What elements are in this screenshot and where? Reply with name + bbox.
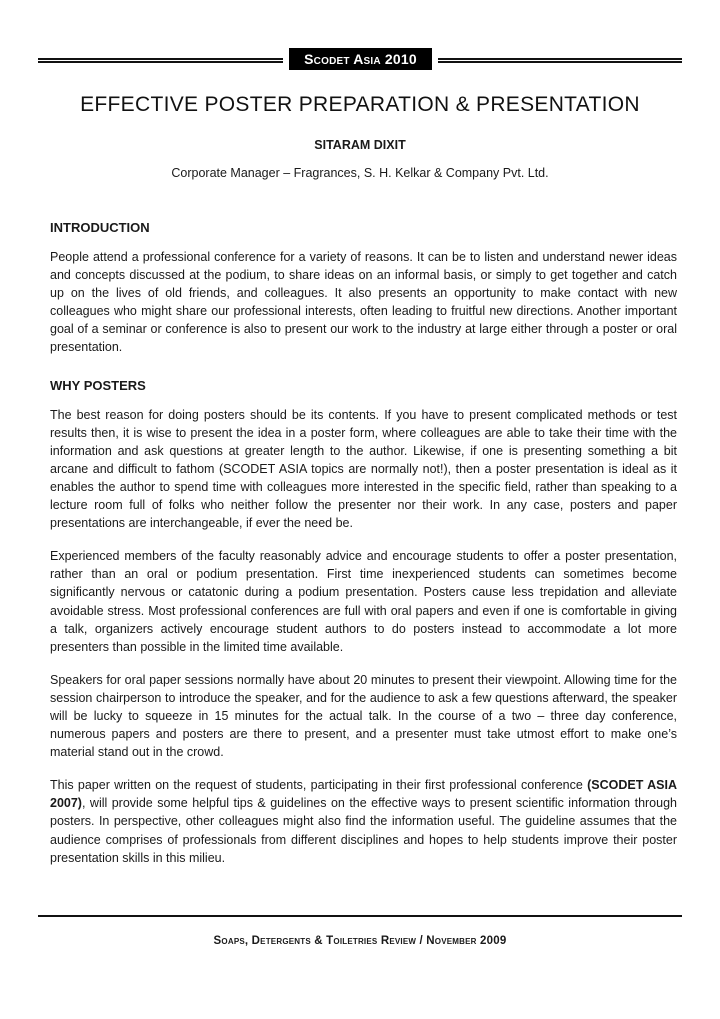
why-paragraph-4-text-b: , will provide some helpful tips & guidelines on the effective ways to present scientific information through posters. In perspective, other colleagues might also find the information useful. The guideline assumes that the audience comprises of professionals from different disciplines and hopes to help students improve their poster presentation skills in this milieu. — [50, 796, 677, 865]
footer-rule — [38, 915, 682, 917]
why-paragraph-3: Speakers for oral paper sessions normally have about 20 minutes to present their viewpoint. Allowing time for the session chairperson to introduce the speaker, and for the audience to ask a few questions afterward, the speaker will be lucky to squeeze in 15 minutes for the actual talk. In the course of a two – three day conference, numerous papers and posters are there to present, and a presenter must take utmost effort to make one’s material stand out in the crowd. — [50, 672, 677, 760]
article-body — [50, 219, 677, 867]
section-heading-introduction: INTRODUCTION — [50, 220, 150, 235]
why-paragraph-4 — [50, 776, 677, 866]
author-affiliation: Corporate Manager – Fragrances, S. H. Kelkar & Company Pvt. Ltd. — [171, 166, 549, 180]
page-footer: Soaps, Detergents & Toiletries Review / November 2009 — [213, 935, 507, 947]
header-rule-left — [38, 58, 283, 63]
intro-paragraph: People attend a professional conference for a variety of reasons. It can be to listen and understand newer ideas and concepts discussed at the podium, to share ideas on an informal basis, or simply to get together and catch up on the lives of old friends, and colleagues. It also presents an opportunity to make contact with new colleagues who might share our professional interests, often leading to fruitful new directions. Another important goal of a seminar or conference is also to present our work to the industry at large either through a poster or oral presentation. — [50, 250, 677, 355]
why-paragraph-4-text-a: This paper written on the request of students, participating in their first professional conference — [50, 778, 588, 793]
header-badge: Scodet Asia 2010 — [289, 48, 432, 70]
article-title: EFFECTIVE POSTER PREPARATION & PRESENTATION — [80, 93, 640, 116]
section-heading-why-posters: WHY POSTERS — [50, 377, 146, 393]
why-paragraph-4-bold: (SCODET ASIA 2007) — [50, 778, 677, 811]
why-paragraph-2: Experienced members of the faculty reasonably advice and encourage students to offer a poster presentation, rather than an oral or podium presentation. First time inexperienced students can sometimes become significantly nervous or catatonic during a podium presentation. Posters cause less trepidation and alleviate avoidable stress. Most professional conferences are full with oral papers and even if one is comfortable in giving a talk, organizers actively encourage student authors to do posters instead to accommodate a lot more presenters than possible in the limited time available. — [50, 549, 677, 654]
header-rule-right — [438, 58, 682, 63]
why-paragraph-1: The best reason for doing posters should be its contents. If you have to present complicated methods or test results then, it is wise to present the idea in a poster form, where colleagues are able to take their time with the information and ask questions at greater length to the author. Likewise, if one is presenting something a bit arcane and difficult to fathom (SCODET ASIA topics are normally not!), then a poster presentation is ideal as it enables the author to spend time with colleagues more interested in the specific field, rather than speaking to a lecture room full of folks who neither follow the presenter nor their work. In any case, posters and paper presentations are interchangeable, if ever the need be. — [50, 407, 677, 531]
author-name: SITARAM DIXIT — [314, 138, 406, 152]
